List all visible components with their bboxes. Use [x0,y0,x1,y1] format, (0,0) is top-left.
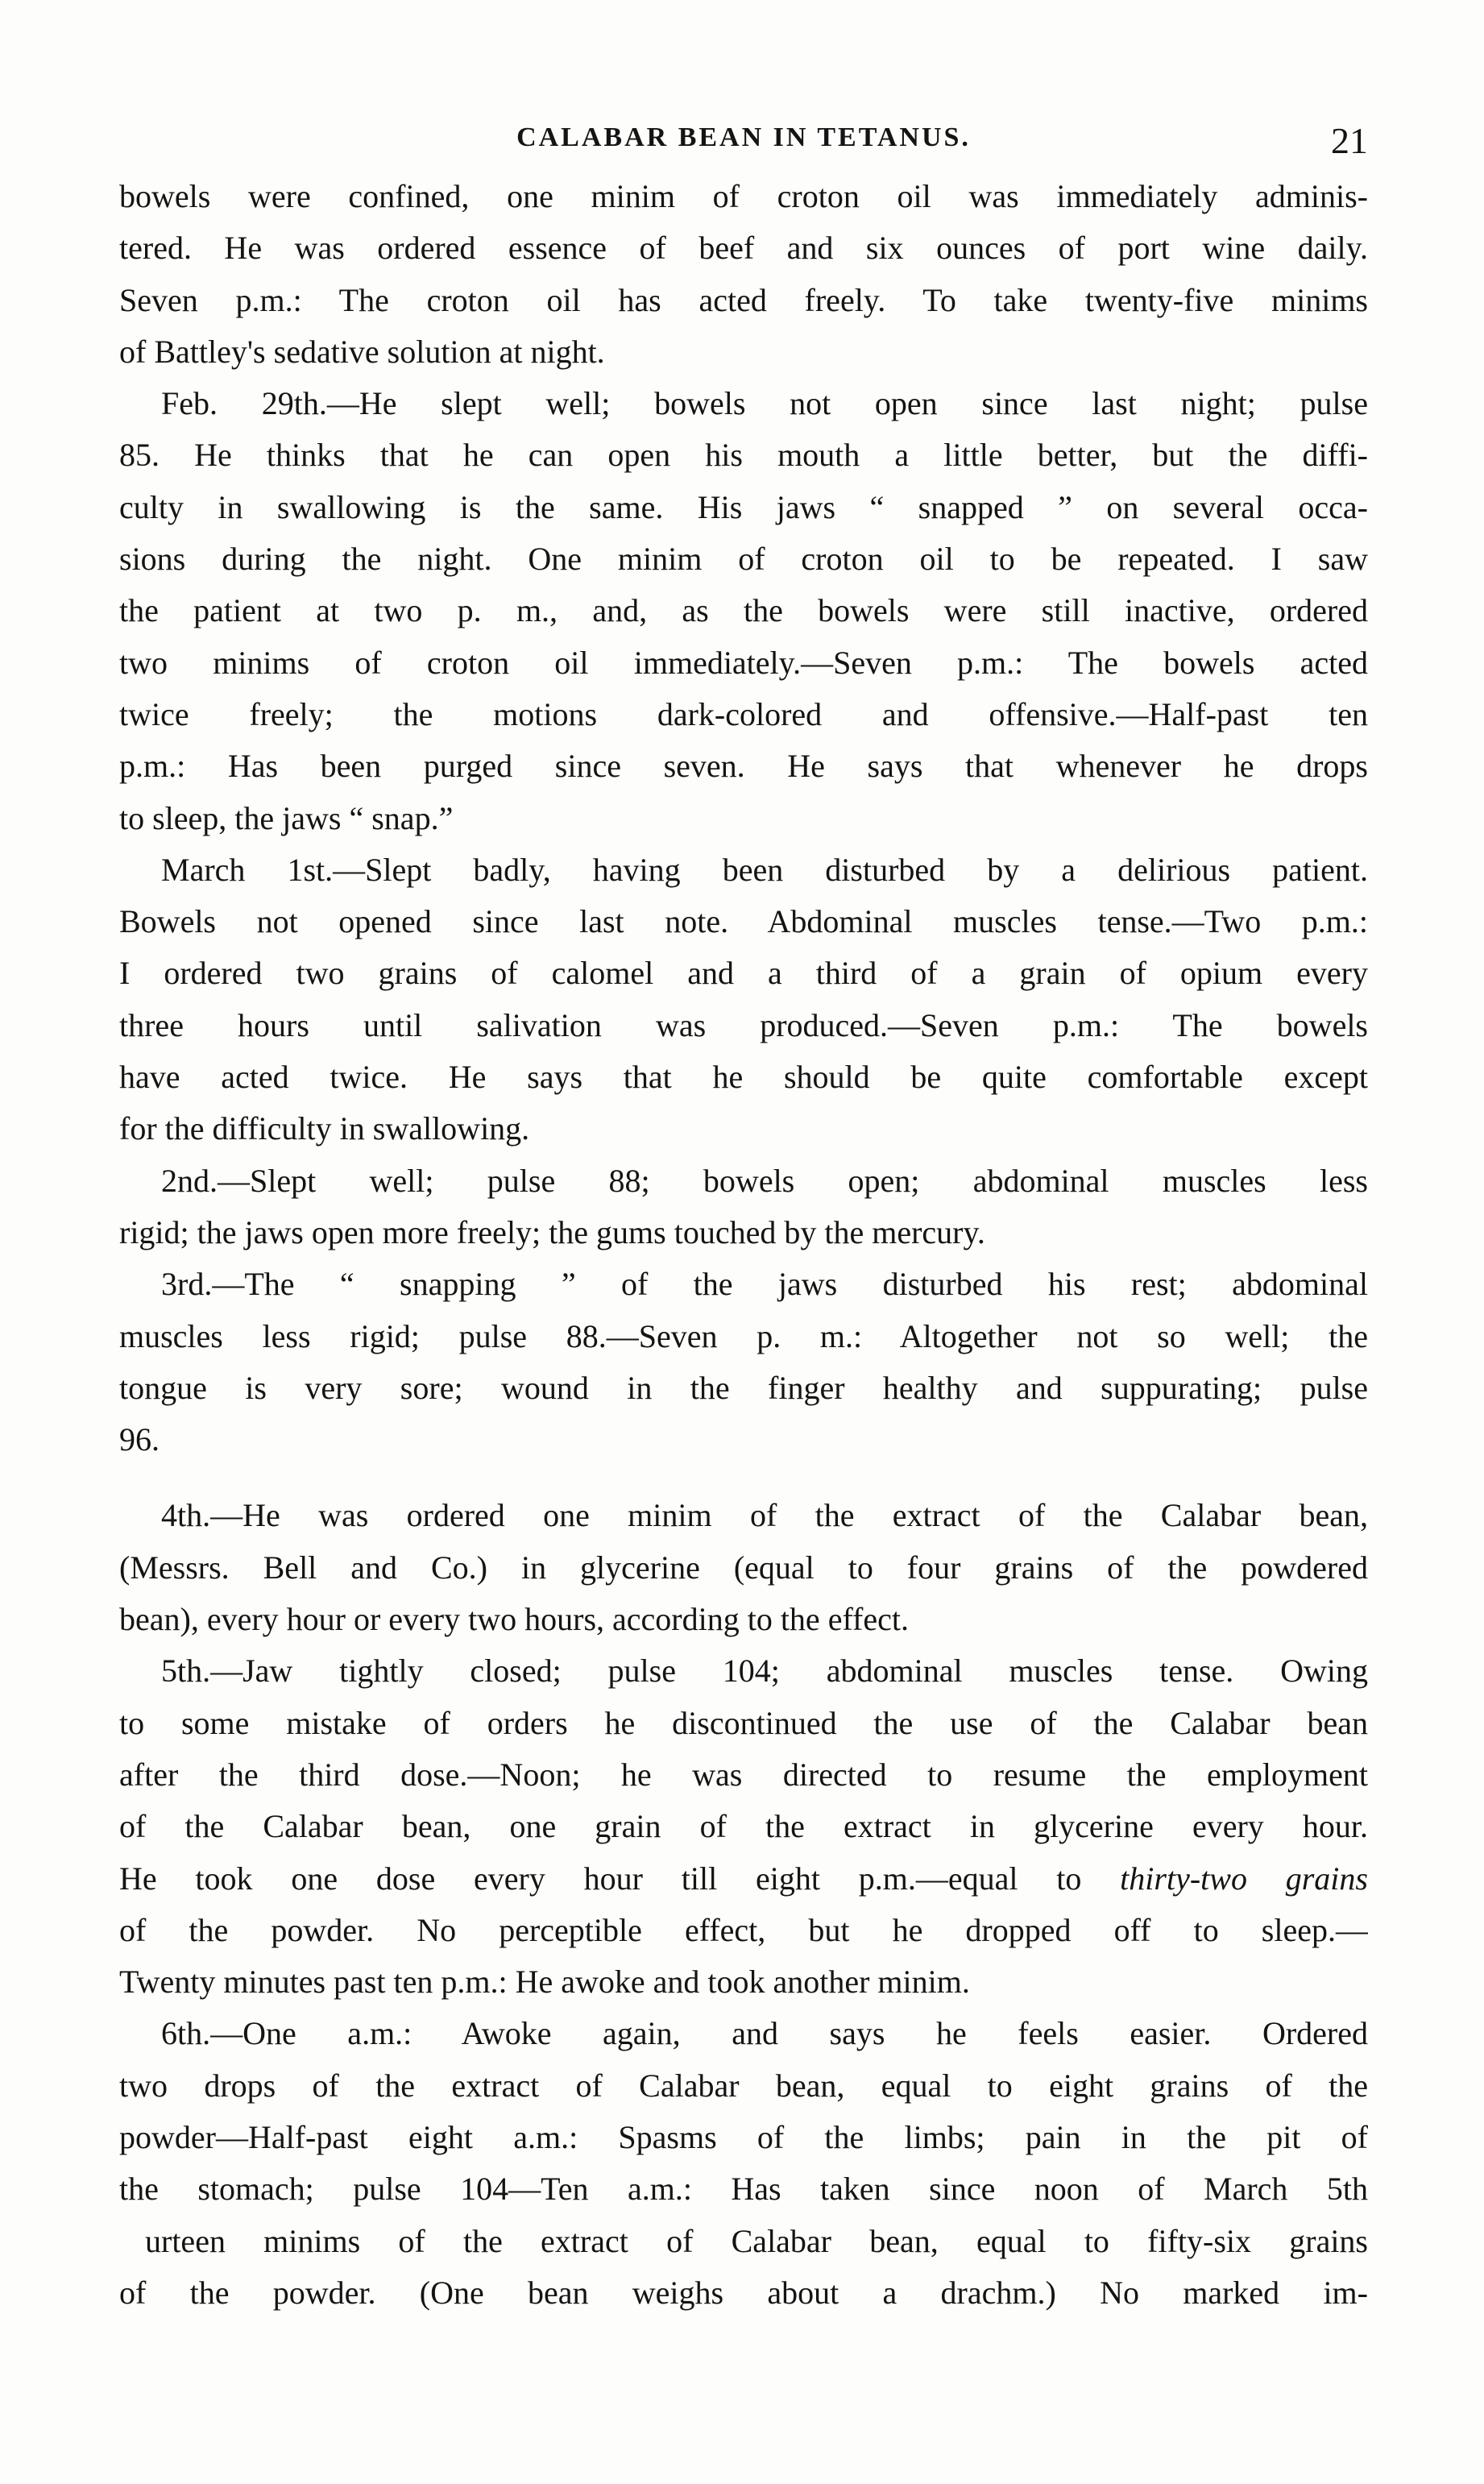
text-line: culty in swallowing is the same. His jaws “ snapped ” on several occa- [119,488,1368,525]
body-text [119,171,1368,2319]
text-line: Bowels not opened since last note. Abdominal muscles tense.—Two p.m.: [119,903,1368,940]
text-line: of the powder. (One bean weighs about a drachm.) No marked im- [119,2274,1368,2311]
text-line: after the third dose.—Noon; he was directed to resume the employment [119,1756,1368,1793]
text-line: 4th.—He was ordered one minim of the extract of the Calabar bean, [161,1497,1368,1534]
text-line: powder—Half-past eight a.m.: Spasms of the limbs; pain in the pit of [119,2118,1368,2155]
text-line: to some mistake of orders he discontinued the use of the Calabar bean [119,1704,1368,1741]
text-line: 96. [119,1421,160,1458]
paragraph-feb-29 [119,378,1368,844]
text-line: 85. He thinks that he can open his mouth a little better, but the diffi- [119,437,1368,474]
text-line: of the Calabar bean, one grain of the extract in glycerine every hour. [119,1808,1368,1845]
text-segment: He took one dose every hour till eight p.m.—equal to [119,1860,1121,1897]
text-line: twice freely; the motions dark-colored and offensive.—Half-past ten [119,695,1368,732]
paragraph-5th [119,1645,1368,2008]
text-line: urteen minims of the extract of Calabar bean, equal to fifty-six grains [145,2222,1368,2259]
page-number: 21 [1331,120,1368,161]
text-line: two drops of the extract of Calabar bean, equal to eight grains of the [119,2067,1368,2104]
text-line: the stomach; pulse 104—Ten a.m.: Has taken since noon of March 5th [119,2171,1368,2208]
text-line: muscles less rigid; pulse 88.—Seven p. m.: Altogether not so well; the [119,1317,1368,1354]
text-line: 2nd.—Slept well; pulse 88; bowels open; abdominal muscles less [161,1162,1368,1199]
text-line: 5th.—Jaw tightly closed; pulse 104; abdominal muscles tense. Owing [161,1653,1368,1690]
text-line-with-italic [119,1853,1368,1905]
text-line: Twenty minutes past ten p.m.: He awoke and took another minim. [119,1964,970,2001]
text-line: rigid; the jaws open more freely; the gums touched by the mercury. [119,1213,985,1250]
text-line: 3rd.—The “ snapping ” of the jaws disturbed his rest; abdominal [161,1266,1368,1303]
text-line: tered. He was ordered essence of beef and six ounces of port wine daily. [119,230,1368,267]
text-line: three hours until salivation was produced.—Seven p.m.: The bowels [119,1006,1368,1043]
page-header [119,119,1368,176]
text-line: I ordered two grains of calomel and a third of a grain of opium every [119,955,1368,992]
paragraph-3rd [119,1259,1368,1466]
paragraph-continuation [119,171,1368,378]
text-line: sions during the night. One minim of croton oil to be repeated. I saw [119,541,1368,578]
running-head: CALABAR BEAN IN TETANUS. [516,122,971,152]
text-line: March 1st.—Slept badly, having been disturbed by a delirious patient. [161,851,1368,888]
text-line: the patient at two p. m., and, as the bowels were still inactive, ordered [119,592,1368,629]
text-line: bowels were confined, one minim of croton oil was immediately adminis- [119,178,1368,214]
paragraph-march-1 [119,844,1368,1155]
text-line: tongue is very sore; wound in the finger healthy and suppurating; pulse [119,1369,1368,1406]
text-line: to sleep, the jaws “ snap.” [119,799,454,836]
text-line: of the powder. No perceptible effect, but he dropped off to sleep.— [119,1911,1368,1948]
paragraph-4th [119,1490,1368,1645]
paragraph-6th [119,2008,1368,2319]
text-line: for the difficulty in swallowing. [119,1110,530,1147]
text-line: Seven p.m.: The croton oil has acted freely. To take twenty-five minims [119,281,1368,318]
text-line: have acted twice. He says that he should be quite comfortable except [119,1059,1368,1096]
text-line: 6th.—One a.m.: Awoke again, and says he feels easier. Ordered [161,2015,1368,2052]
italic-phrase: thirty-two grains [1120,1860,1368,1897]
text-line: p.m.: Has been purged since seven. He says that whenever he drops [119,748,1368,785]
text-line: two minims of croton oil immediately.—Seven p.m.: The bowels acted [119,644,1368,681]
paragraph-gap [119,1466,1368,1490]
text-line: Feb. 29th.—He slept well; bowels not open since last night; pulse [161,385,1368,422]
text-line: (Messrs. Bell and Co.) in glycerine (equal to four grains of the powdered [119,1549,1368,1586]
text-line: bean), every hour or every two hours, according to the effect. [119,1601,909,1638]
paragraph-2nd [119,1155,1368,1259]
text-line: of Battley's sedative solution at night. [119,333,605,370]
